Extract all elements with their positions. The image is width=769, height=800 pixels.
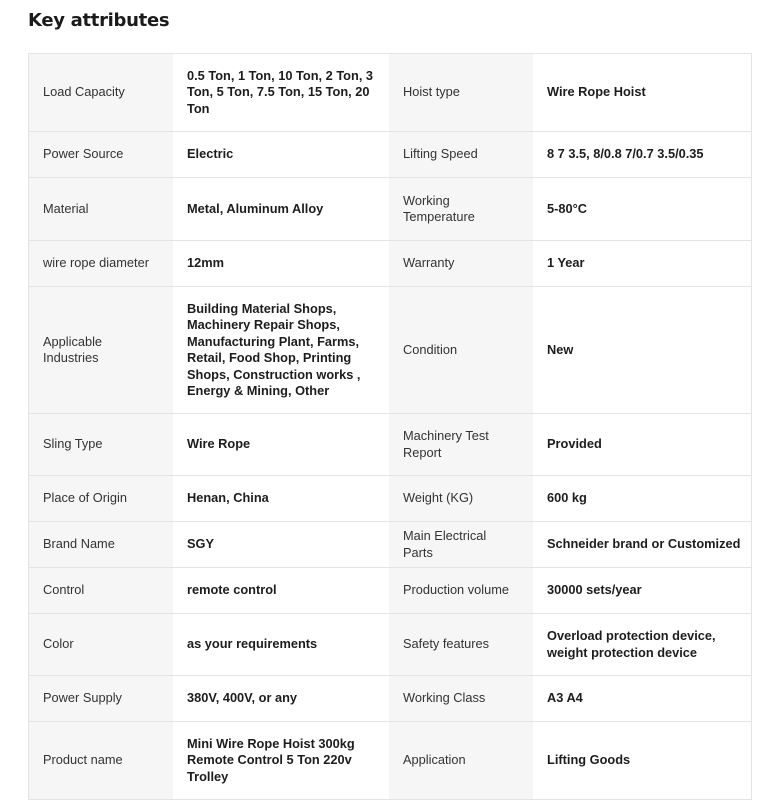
- attribute-label: Product name: [29, 722, 173, 799]
- attribute-value: A3 A4: [533, 676, 749, 721]
- attribute-label: Control: [29, 568, 173, 613]
- table-row: [29, 178, 751, 241]
- attribute-label: Main Electrical Parts: [389, 522, 533, 567]
- attribute-value: 8 7 3.5, 8/0.8 7/0.7 3.5/0.35: [533, 132, 749, 177]
- attribute-label: Brand Name: [29, 522, 173, 567]
- table-row: [29, 568, 751, 614]
- attributes-table: [28, 53, 752, 800]
- attribute-label: Applicable Industries: [29, 287, 173, 413]
- table-row: [29, 241, 751, 287]
- table-row: [29, 722, 751, 800]
- attribute-label: Warranty: [389, 241, 533, 286]
- attribute-value: 600 kg: [533, 476, 749, 521]
- attribute-value: Mini Wire Rope Hoist 300kg Remote Control 5 Ton 220v Trolley: [173, 722, 389, 799]
- section-title: Key attributes: [28, 10, 170, 31]
- table-row: [29, 614, 751, 676]
- attribute-label: Working Temperature: [389, 178, 533, 240]
- table-row: [29, 522, 751, 568]
- attribute-value: 30000 sets/year: [533, 568, 749, 613]
- attribute-value: 1 Year: [533, 241, 749, 286]
- attribute-value: Overload protection device, weight protection device: [533, 614, 749, 675]
- attribute-label: Material: [29, 178, 173, 240]
- attribute-value: Metal, Aluminum Alloy: [173, 178, 389, 240]
- attribute-value: Henan, China: [173, 476, 389, 521]
- attribute-value: remote control: [173, 568, 389, 613]
- attribute-value: Wire Rope Hoist: [533, 54, 749, 131]
- attribute-label: Application: [389, 722, 533, 799]
- attribute-label: Hoist type: [389, 54, 533, 131]
- attribute-label: wire rope diameter: [29, 241, 173, 286]
- attribute-value: Schneider brand or Customized: [533, 522, 749, 567]
- table-row: [29, 54, 751, 132]
- attribute-label: Production volume: [389, 568, 533, 613]
- attribute-value: Building Material Shops, Machinery Repair Shops, Manufacturing Plant, Farms, Retail, Food Shop, Printing Shops, Construction works , Energy & Mining, Other: [173, 287, 389, 413]
- table-row: [29, 476, 751, 522]
- attribute-value: New: [533, 287, 749, 413]
- attribute-value: Lifting Goods: [533, 722, 749, 799]
- table-row: [29, 676, 751, 722]
- table-row: [29, 132, 751, 178]
- attribute-label: Power Supply: [29, 676, 173, 721]
- attribute-value: as your requirements: [173, 614, 389, 675]
- attribute-label: Sling Type: [29, 414, 173, 475]
- table-row: [29, 287, 751, 414]
- attribute-label: Color: [29, 614, 173, 675]
- attribute-label: Load Capacity: [29, 54, 173, 131]
- attribute-value: 5-80°C: [533, 178, 749, 240]
- attribute-label: Weight (KG): [389, 476, 533, 521]
- attribute-value: Wire Rope: [173, 414, 389, 475]
- attribute-label: Place of Origin: [29, 476, 173, 521]
- attribute-value: SGY: [173, 522, 389, 567]
- attribute-value: 380V, 400V, or any: [173, 676, 389, 721]
- attribute-value: 0.5 Ton, 1 Ton, 10 Ton, 2 Ton, 3 Ton, 5 Ton, 7.5 Ton, 15 Ton, 20 Ton: [173, 54, 389, 131]
- attribute-value: 12mm: [173, 241, 389, 286]
- table-row: [29, 414, 751, 476]
- attribute-label: Machinery Test Report: [389, 414, 533, 475]
- attribute-label: Safety features: [389, 614, 533, 675]
- attribute-label: Lifting Speed: [389, 132, 533, 177]
- attribute-label: Working Class: [389, 676, 533, 721]
- attribute-value: Provided: [533, 414, 749, 475]
- attribute-label: Power Source: [29, 132, 173, 177]
- attribute-value: Electric: [173, 132, 389, 177]
- attribute-label: Condition: [389, 287, 533, 413]
